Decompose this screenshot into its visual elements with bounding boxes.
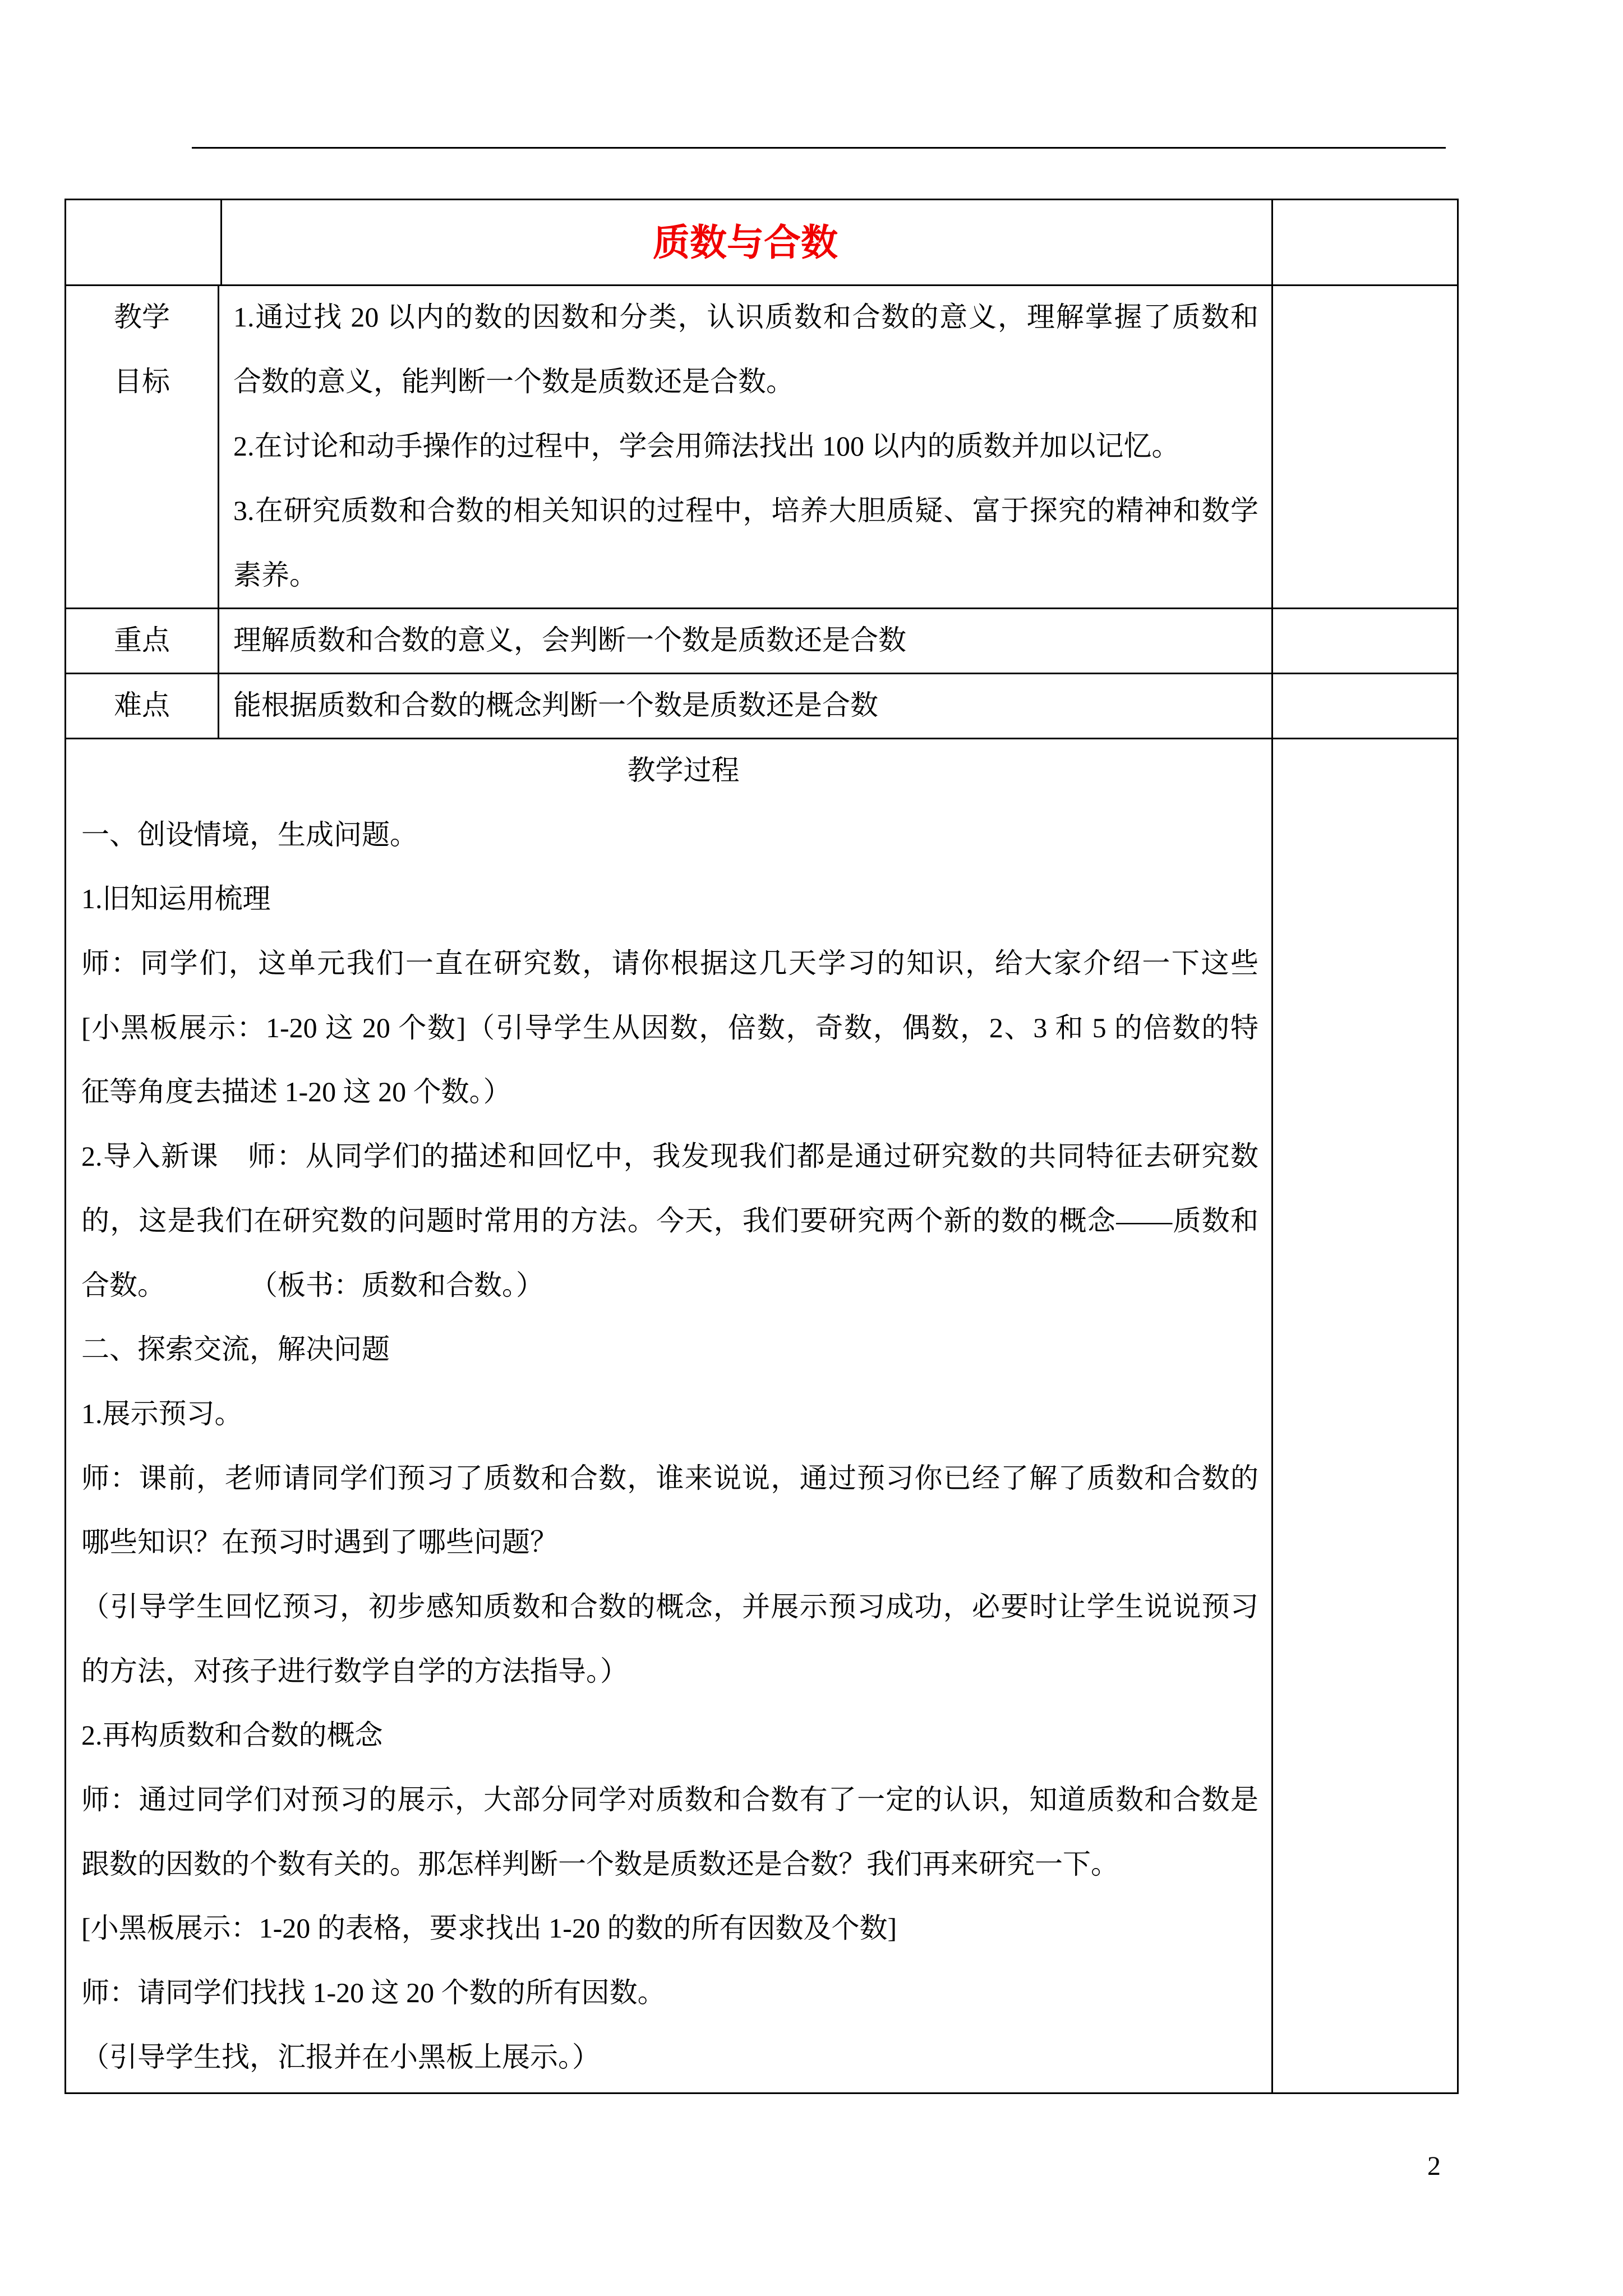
process-line: 2.导入新课 师：从同学们的描述和回忆中，我发现我们都是通过研究数的共同特征去研究数: [81, 1140, 1258, 1172]
objective-line: 2.在讨论和动手操作的过程中，学会用筛法找出 100 以内的质数并加以记忆。: [233, 430, 1180, 462]
header-rule: [192, 147, 1446, 149]
process-line: （引导学生找，汇报并在小黑板上展示。）: [81, 2041, 600, 2073]
table-border-right: [1457, 199, 1459, 2094]
key-point-label-cell: [66, 608, 218, 673]
objective-line: 3.在研究质数和合数的相关知识的过程中，培养大胆质疑、富于探究的精神和数学: [233, 495, 1258, 526]
difficulty-label-cell: [66, 673, 218, 738]
process-line: 跟数的因数的个数有关的。那怎样判断一个数是质数还是合数？我们再来研究一下。: [81, 1848, 1119, 1880]
objectives-content: [233, 285, 1258, 608]
process-line: （引导学生回忆预习，初步感知质数和合数的概念，并展示预习成功，必要时让学生说说预习: [81, 1590, 1258, 1622]
difficulty-cell: [233, 673, 1258, 738]
objectives-label-line: 教学: [114, 301, 170, 333]
process-line: 2.再构质数和合数的概念: [81, 1719, 383, 1751]
objective-line: 1.通过找 20 以内的数的因数和分类，认识质数和合数的意义，理解掌握了质数和: [233, 301, 1258, 333]
process-line: [小黑板展示：1-20 这 20 个数]（引导学生从因数，倍数，奇数，偶数，2、3 和 5 的倍数的特: [81, 1011, 1258, 1043]
objectives-label: [66, 285, 218, 414]
process-line: 合数。 （板书：质数和合数。）: [81, 1269, 544, 1301]
process-line: 哪些知识？在预习时遇到了哪些问题？: [81, 1526, 558, 1558]
key-point-cell: [233, 608, 1258, 673]
table-border-bottom: [64, 2092, 1459, 2094]
table-border-left: [64, 199, 66, 2094]
table-column-divider: [1271, 199, 1273, 2094]
process-line: 二、探索交流，解决问题: [81, 1333, 390, 1365]
process-line: 师：通过同学们对预习的展示，大部分同学对质数和合数有了一定的认识，知道质数和合数是: [81, 1784, 1258, 1815]
objectives-label-line: 目标: [114, 366, 170, 397]
objective-line: 素养。: [233, 559, 317, 591]
process-heading-cell: [81, 738, 1285, 803]
process-line: 1.展示预习。: [81, 1397, 243, 1429]
process-line: 的，这是我们在研究数的问题时常用的方法。今天，我们要研究两个新的数的概念——质数和: [81, 1204, 1258, 1236]
process-line: [小黑板展示：1-20 的表格，要求找出 1-20 的数的所有因数及个数]: [81, 1912, 897, 1944]
process-line: 征等角度去描述 1-20 这 20 个数。）: [81, 1076, 511, 1108]
process-line: 的方法，对孩子进行数学自学的方法指导。）: [81, 1655, 628, 1687]
table-column-divider: [218, 284, 219, 739]
objective-line: 合数的意义，能判断一个数是质数还是合数。: [233, 366, 794, 397]
key-point-label: 重点: [114, 624, 170, 656]
process-line: 师：同学们，这单元我们一直在研究数，请你根据这几天学习的知识，给大家介绍一下这些: [81, 947, 1258, 979]
process-line: 一、创设情境，生成问题。: [81, 818, 418, 850]
page-number: 2: [1427, 2151, 1441, 2181]
difficulty-text: 能根据质数和合数的概念判断一个数是质数还是合数: [233, 689, 878, 721]
key-point-text: 理解质数和合数的意义，会判断一个数是质数还是合数: [233, 624, 906, 656]
process-line: 师：请同学们找找 1-20 这 20 个数的所有因数。: [81, 1977, 666, 2009]
process-content: [81, 803, 1258, 2090]
process-line: 1.旧知运用梳理: [81, 883, 271, 915]
page-title: 质数与合数: [653, 220, 838, 264]
process-heading: 教学过程: [627, 754, 740, 786]
process-line: 师：课前，老师请同学们预习了质数和合数，谁来说说，通过预习你已经了解了质数和合数的: [81, 1462, 1258, 1494]
difficulty-label: 难点: [114, 689, 170, 721]
